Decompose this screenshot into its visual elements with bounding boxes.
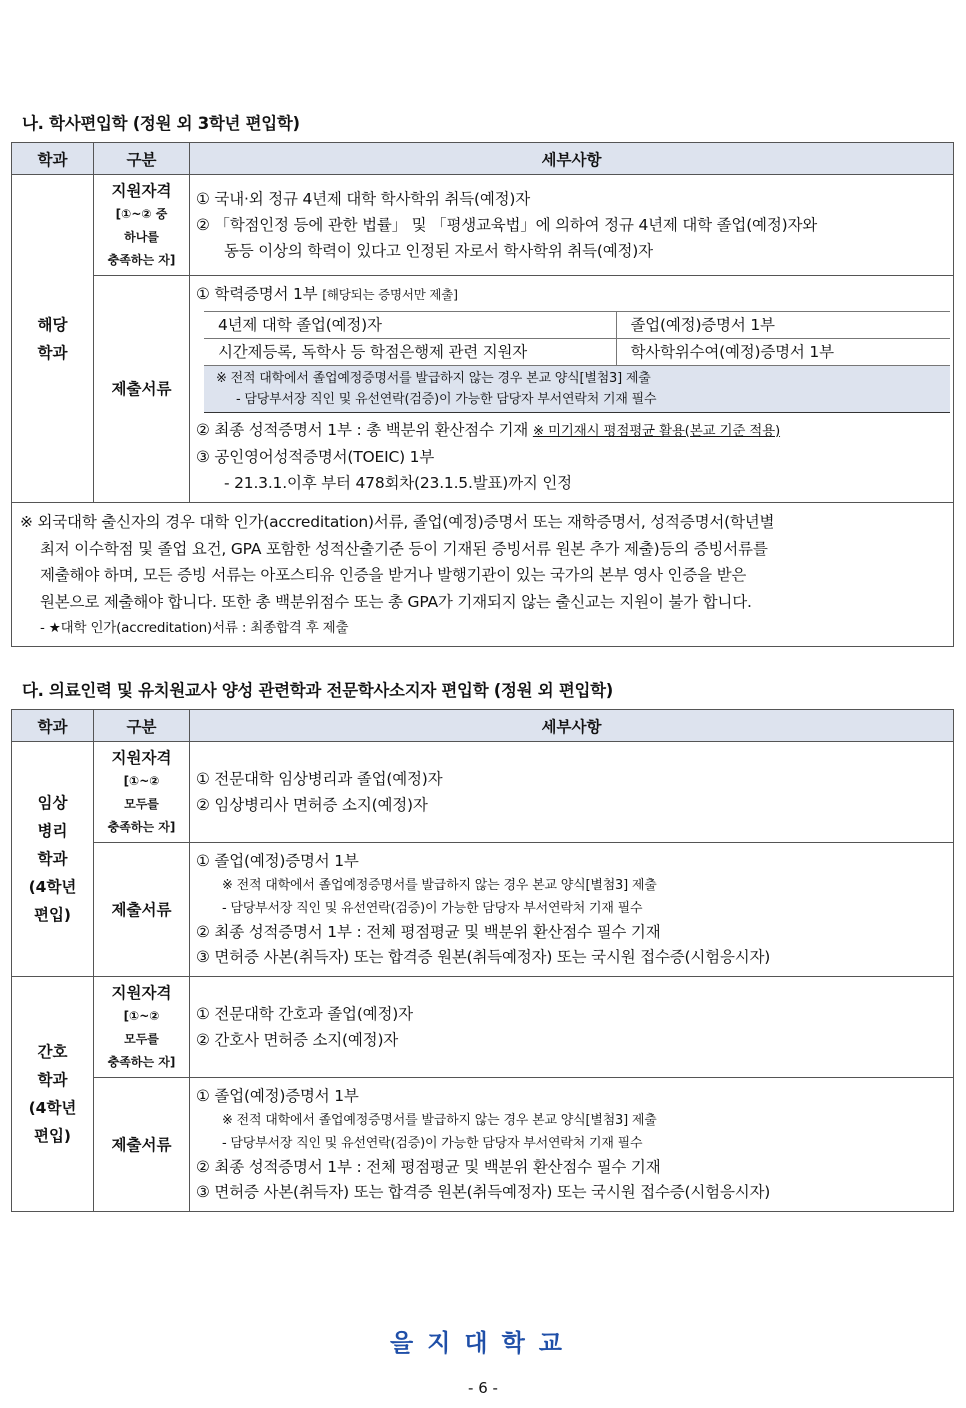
qual-detail: ① 국내·외 정규 4년제 대학 학사학위 취득(예정)자 ② 「학점인정 등에 관한 법률」 및 「평생교육법」에 의하여 정규 4년제 대학 졸업(예정)자와 동등 이상의 학력이 있다고 인정된 자로서 학사학위 취득(예정)자 (190, 175, 954, 276)
dept-clinical-pathology: 임상 병리 학과 (4학년 편입) (12, 742, 94, 977)
docs-detail: ① 졸업(예정)증명서 1부 ※ 전적 대학에서 졸업예정증명서를 발급하지 않는 경우 본교 양식[별첨3] 제출 - 담당부서장 직인 및 유선연락(검증)이 가능한 담당자 부서연락처 기재 필수 ② 최종 성적증명서 1부 : 전체 평점평균 및 백분위 환산점수 필수 기재 ③ 면허증 사본(취득자) 또는 합격증 원본(취득예정자) 또는 국시원 접수증(시험응시자) (190, 843, 954, 977)
school-name: 을지대학교 (390, 1329, 576, 1357)
docs-label: 제출서류 (94, 1078, 190, 1212)
table-row: 시간제등록, 독학사 등 학점은행제 관련 지원자 학사학위수여(예정)증명서 1부 (204, 338, 950, 365)
header-gubun: 구분 (94, 143, 190, 175)
dept-cell: 해당 학과 (12, 175, 94, 503)
docs-detail: ① 학력증명서 1부 [해당되는 증명서만 제출] 4년제 대학 졸업(예정)자 졸업(예정)증명서 1부 시간제등록, 독학사 등 학점은행제 관련 지원자 학사학위수여(예정)증명서 1부 ※ 전적 대학에서 졸업예정증명서를 발급하지 않는 경우 본교 양식[별첨3] 제출 - 담당부서장 직인 및 유선연락(검증)이 가능한 담당자 부서연락처 기재 필수 ② 최종 성적증명서 1부 : 총 백분위 환산점수 기재 ※ 미기재시 평점평균 활용(본교 기준 적용) ③ 공인영어성적증명서(TOEIC) 1부 - 21.3.1.이후 부터 478회차(23.1.5.발표)까지 인정 (190, 276, 954, 503)
docs-inner-table (204, 311, 950, 413)
table-na (11, 142, 954, 647)
table-da (11, 709, 954, 1212)
inner-note: ※ 전적 대학에서 졸업예정증명서를 발급하지 않는 경우 본교 양식[별첨3] 제출 - 담당부서장 직인 및 유선연락(검증)이 가능한 담당자 부서연락처 기재 필수 (204, 365, 950, 412)
qual-label-cell: 지원자격 [①~② 모두를 충족하는 자] (94, 977, 190, 1078)
section-title-na: 나. 학사편입학 (정원 외 3학년 편입학) (22, 114, 300, 133)
header-dept: 학과 (12, 143, 94, 175)
header-dept: 학과 (12, 710, 94, 742)
dept-nursing: 간호 학과 (4학년 편입) (12, 977, 94, 1212)
header-detail: 세부사항 (190, 710, 954, 742)
docs-label: 제출서류 (94, 843, 190, 977)
qual-label-cell: 지원자격 [①~② 모두를 충족하는 자] (94, 742, 190, 843)
qual-label: 지원자격 (111, 181, 172, 200)
table-row: 4년제 대학 졸업(예정)자 졸업(예정)증명서 1부 (204, 311, 950, 338)
docs-detail: ① 졸업(예정)증명서 1부 ※ 전적 대학에서 졸업예정증명서를 발급하지 않는 경우 본교 양식[별첨3] 제출 - 담당부서장 직인 및 유선연락(검증)이 가능한 담당자 부서연락처 기재 필수 ② 최종 성적증명서 1부 : 전체 평점평균 및 백분위 환산점수 필수 기재 ③ 면허증 사본(취득자) 또는 합격증 원본(취득예정자) 또는 국시원 접수증(시험응시자) (190, 1078, 954, 1212)
qual-label-cell: 지원자격 [①~② 중 하나를 충족하는 자] (94, 175, 190, 276)
footnote: ※ 외국대학 출신자의 경우 대학 인가(accreditation)서류, 졸업(예정)증명서 또는 재학증명서, 성적증명서(학년별 최저 이수학점 및 졸업 요건, GPA 포함한 성적산출기준 등이 기재된 증빙서류 원본 추가 제출)등의 증빙서류를 제출해야 하며, 모든 증빙 서류는 아포스티유 인증을 받거나 발행기관이 있는 국가의 본부 영사 인증을 받은 원본으로 제출해야 합니다. 또한 총 백분위점수 또는 총 GPA가 기재되지 않는 출신교는 지원이 불가 합니다. - ★대학 인가(accreditation)서류 : 최종합격 후 제출 (12, 503, 954, 647)
docs-label: 제출서류 (94, 276, 190, 503)
qual-detail: ① 전문대학 간호과 졸업(예정)자 ② 간호사 면허증 소지(예정)자 (190, 977, 954, 1078)
section-title-da: 다. 의료인력 및 유치원교사 양성 관련학과 전문학사소지자 편입학 (정원 외 편입학) (22, 681, 613, 700)
page-number: - 6 - (468, 1379, 498, 1397)
header-gubun: 구분 (94, 710, 190, 742)
qual-detail: ① 전문대학 임상병리과 졸업(예정)자 ② 임상병리사 면허증 소지(예정)자 (190, 742, 954, 843)
header-detail: 세부사항 (190, 143, 954, 175)
